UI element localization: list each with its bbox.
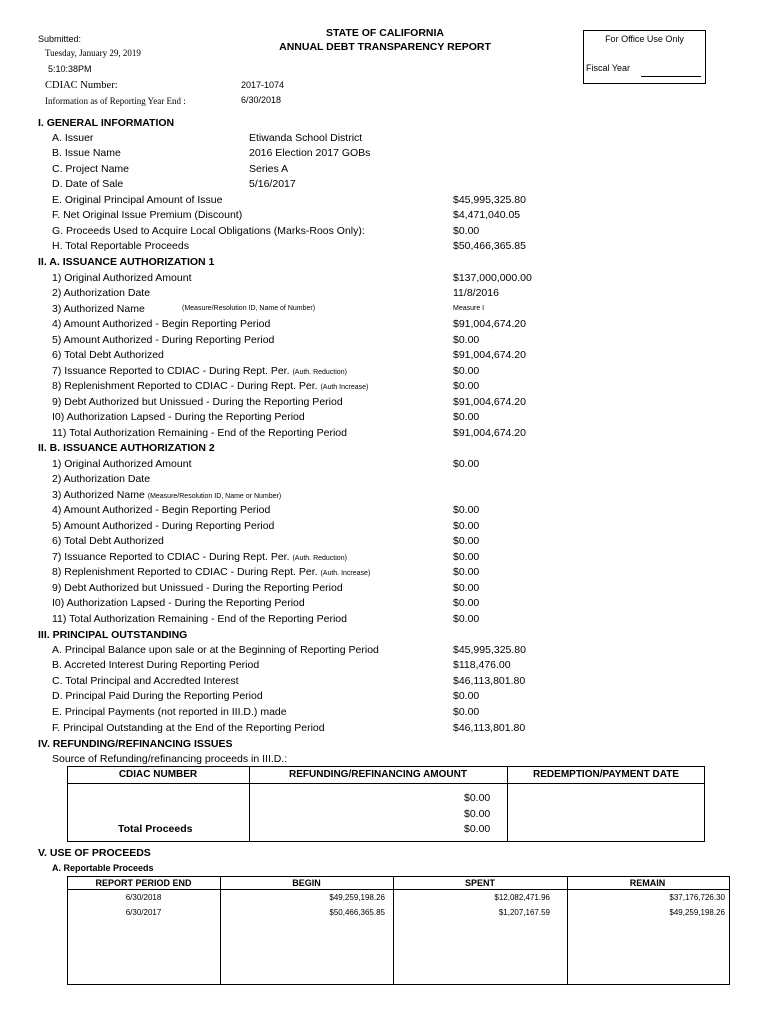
submitted-time: 5:10:38PM xyxy=(48,64,92,74)
auth1-row-1: 1) Original Authorized Amount $137,000,000.00 xyxy=(52,272,532,284)
proceeds-row-1-spent: $12,082,471.96 xyxy=(494,893,550,902)
auth2-row-3: 3) Authorized Name (Measure/Resolution ID, Name or Number) xyxy=(52,489,282,501)
proceeds-row-2-period: 6/30/2017 xyxy=(125,908,162,917)
refunding-col-cdiac: CDIAC NUMBER xyxy=(118,769,198,780)
general-issue-name: B. Issue Name 2016 Election 2017 GOBs xyxy=(52,147,371,159)
auth1-row-4: 4) Amount Authorized - Begin Reporting Period $91,004,674.20 xyxy=(52,318,526,330)
general-e: E. Original Principal Amount of Issue $45,995,325.80 xyxy=(52,194,526,206)
principal-c: C. Total Principal and Accredted Interest $46,113,801.80 xyxy=(52,675,526,687)
refunding-col-amount: REFUNDING/REFINANCING AMOUNT xyxy=(289,769,467,780)
auth2-row-9: 9) Debt Authorized but Unissued - During the Reporting Period $0.00 xyxy=(52,582,480,594)
auth2-row-11: 11) Total Authorization Remaining - End of the Reporting Period $0.00 xyxy=(52,613,480,625)
auth2-row-1: 1) Original Authorized Amount $0.00 xyxy=(52,458,480,470)
principal-f: F. Principal Outstanding at the End of the Reporting Period $46,113,801.80 xyxy=(52,722,526,734)
report-title-state: STATE OF CALIFORNIA xyxy=(325,27,445,39)
proceeds-row-1-begin: $49,259,198.26 xyxy=(329,893,385,902)
cdiac-number: 2017-1074 xyxy=(241,80,285,90)
auth2-row-5: 5) Amount Authorized - During Reporting Period $0.00 xyxy=(52,520,480,532)
auth2-row-6: 6) Total Debt Authorized $0.00 xyxy=(52,535,480,547)
refunding-amount-1: $0.00 xyxy=(464,792,491,804)
office-use-label: For Office Use Only xyxy=(605,34,684,44)
proceeds-row-2-spent: $1,207,167.59 xyxy=(498,908,550,917)
principal-b: B. Accreted Interest During Reporting Period $118,476.00 xyxy=(52,659,511,671)
auth1-row-5: 5) Amount Authorized - During Reporting Period $0.00 xyxy=(52,334,480,346)
fiscal-year-line xyxy=(641,76,701,77)
auth1-row-10: I0) Authorization Lapsed - During the Reporting Period $0.00 xyxy=(52,411,480,423)
refunding-col-date: REDEMPTION/PAYMENT DATE xyxy=(533,769,679,780)
principal-heading: III. PRINCIPAL OUTSTANDING xyxy=(38,629,188,641)
proceeds-row-2-begin: $50,466,365.85 xyxy=(329,908,385,917)
cdiac-number-label: CDIAC Number: xyxy=(45,80,118,91)
report-title: ANNUAL DEBT TRANSPARENCY REPORT xyxy=(279,41,491,53)
principal-a: A. Principal Balance upon sale or at the Beginning of Reporting Period $45,995,325.80 xyxy=(52,644,526,656)
principal-d: D. Principal Paid During the Reporting Period $0.00 xyxy=(52,690,480,702)
auth1-row-9: 9) Debt Authorized but Unissued - During the Reporting Period $91,004,674.20 xyxy=(52,396,526,408)
auth1-row-11: 11) Total Authorization Remaining - End of the Reporting Period $91,004,674.20 xyxy=(52,427,526,439)
office-use-box xyxy=(583,30,706,84)
refunding-amount-2: $0.00 xyxy=(464,808,491,820)
general-heading: I. GENERAL INFORMATION xyxy=(38,117,175,129)
refunding-heading: IV. REFUNDING/REFINANCING ISSUES xyxy=(38,738,233,750)
auth2-row-8: 8) Replenishment Reported to CDIAC - During Rept. Per. (Auth. Increase) $0.00 xyxy=(52,566,480,578)
auth2-row-10: I0) Authorization Lapsed - During the Reporting Period $0.00 xyxy=(52,597,480,609)
refunding-header-divider xyxy=(67,783,705,784)
general-h: H. Total Reportable Proceeds $50,466,365.85 xyxy=(52,240,526,252)
proceeds-header-divider xyxy=(67,889,730,890)
general-sale-date: D. Date of Sale 5/16/2017 xyxy=(52,178,296,190)
auth1-row-3: 3) Authorized Name (Measure/Resolution ID, Name of Number) Measure I xyxy=(52,303,485,315)
use-heading: V. USE OF PROCEEDS xyxy=(38,847,151,859)
auth1-row-8: 8) Replenishment Reported to CDIAC - During Rept. Per. (Auth Increase) $0.00 xyxy=(52,380,480,392)
use-subheading: A. Reportable Proceeds xyxy=(52,863,154,873)
general-issuer: A. Issuer Etiwanda School District xyxy=(52,132,363,144)
proceeds-col-period: REPORT PERIOD END xyxy=(95,878,192,888)
auth1-row-6: 6) Total Debt Authorized $91,004,674.20 xyxy=(52,349,526,361)
auth1-row-7: 7) Issuance Reported to CDIAC - During Rept. Per. (Auth. Reduction) $0.00 xyxy=(52,365,480,377)
proceeds-row-2-remain: $49,259,198.26 xyxy=(669,908,725,917)
fiscal-year-label: Fiscal Year xyxy=(586,63,631,73)
proceeds-col-spent: SPENT xyxy=(464,878,495,888)
submitted-date: Tuesday, January 29, 2019 xyxy=(45,48,141,58)
refunding-amount-total: $0.00 xyxy=(464,823,491,835)
auth2-row-4: 4) Amount Authorized - Begin Reporting Period $0.00 xyxy=(52,504,480,516)
proceeds-col-begin: BEGIN xyxy=(292,878,321,888)
general-f: F. Net Original Issue Premium (Discount) $4,471,040.05 xyxy=(52,209,521,221)
submitted-label: Submitted: xyxy=(38,34,82,44)
auth1-row-2: 2) Authorization Date 11/8/2016 xyxy=(52,287,499,299)
auth2-row-7: 7) Issuance Reported to CDIAC - During Rept. Per. (Auth. Reduction) $0.00 xyxy=(52,551,480,563)
proceeds-col-remain: REMAIN xyxy=(629,878,666,888)
auth2-heading: II. B. ISSUANCE AUTHORIZATION 2 xyxy=(38,442,215,454)
auth2-row-2: 2) Authorization Date xyxy=(52,473,151,485)
proceeds-row-1-remain: $37,176,726.30 xyxy=(669,893,725,902)
general-g: G. Proceeds Used to Acquire Local Obligations (Marks-Roos Only): $0.00 xyxy=(52,225,480,237)
principal-e: E. Principal Payments (not reported in III.D.) made $0.00 xyxy=(52,706,480,718)
refunding-source: Source of Refunding/refinancing proceeds in III.D.: xyxy=(52,753,288,765)
refunding-total-label: Total Proceeds xyxy=(118,823,193,835)
info-value: 6/30/2018 xyxy=(241,95,282,105)
auth1-heading: II. A. ISSUANCE AUTHORIZATION 1 xyxy=(38,256,215,268)
info-label: Information as of Reporting Year End : xyxy=(45,96,186,106)
general-project: C. Project Name Series A xyxy=(52,163,289,175)
proceeds-row-1-period: 6/30/2018 xyxy=(125,893,162,902)
